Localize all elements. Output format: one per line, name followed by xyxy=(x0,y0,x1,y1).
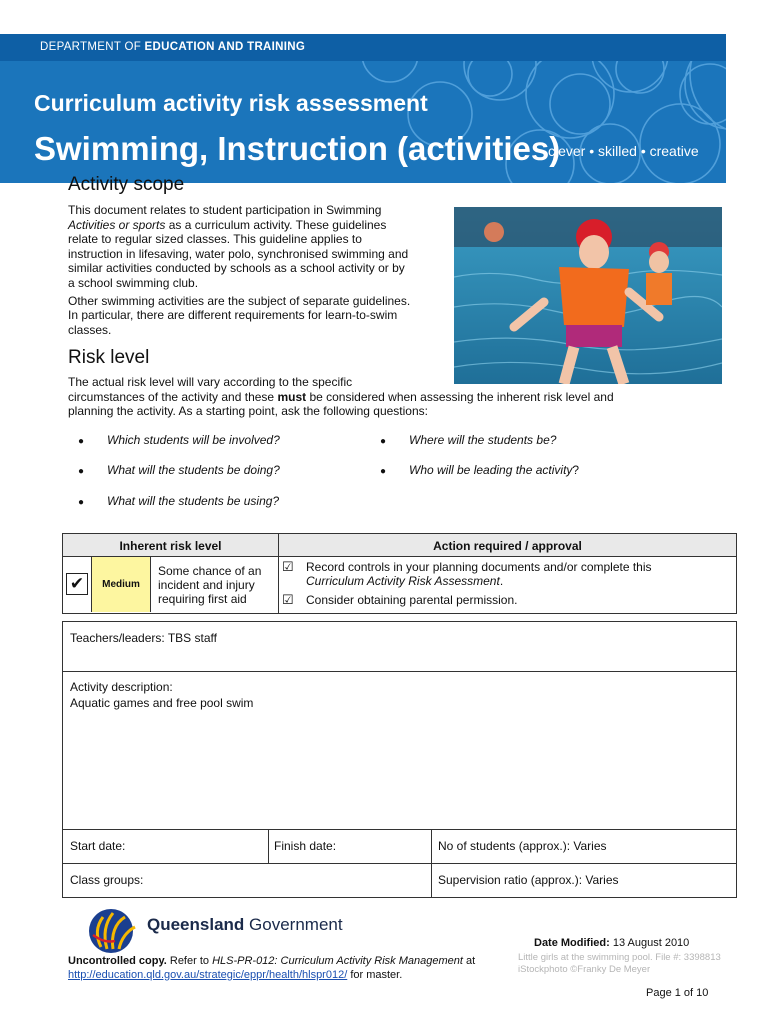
date-modified: Date Modified: 13 August 2010 xyxy=(534,937,690,949)
activity-description-label: Activity description: xyxy=(70,680,173,694)
master-document-link[interactable]: http://education.qld.gov.au/strategic/eppr/health/hlspr012/ xyxy=(68,968,348,981)
start-date-field[interactable]: Start date: xyxy=(70,839,126,853)
activity-description-field[interactable]: Aquatic games and free pool swim xyxy=(70,696,254,710)
activity-scope-text: This document relates to student participation in Swimming Activities or sports as a curriculum activity. These guidelines relate to regular sized classes. This guideline applies to instruction in lifesaving, water polo, synchronised swimming and similar activities conducted by schools as a school activity or by a school swimming club. Other swimming activities are the subject of separate guidelines. In particular, there are different requirements for learn-to-swim classes. xyxy=(68,203,411,337)
action-item-1: ☑ Record controls in your planning documents and/or complete this Curriculum Activity Risk Assessment. xyxy=(282,559,652,588)
list-item: ● What will the students be using? xyxy=(78,494,280,508)
checked-box-icon: ☑ xyxy=(282,592,294,607)
list-item: ● Which students will be involved? xyxy=(78,433,280,447)
page-title: Curriculum activity risk assessment xyxy=(34,90,428,116)
risk-level-text: The actual risk level will vary according to the specific circumstances of the activity and these must be considered when assessing the inherent risk level and planning the activity. As a starting point, ask the following questions: xyxy=(68,375,614,419)
risk-level-heading: Risk level xyxy=(68,347,150,368)
page-number: Page 1 of 10 xyxy=(646,987,709,999)
action-column-header: Action required / approval xyxy=(433,539,582,553)
page-subtitle: Swimming, Instruction (activities) xyxy=(34,130,561,167)
checked-box-icon: ☑ xyxy=(282,559,294,574)
swimming-pool-photo xyxy=(454,207,722,384)
student-count-field[interactable]: No of students (approx.): Varies xyxy=(438,839,607,853)
risk-description: Some chance of an incident and injury requiring first aid xyxy=(158,564,262,606)
department-label: DEPARTMENT OF EDUCATION AND TRAINING xyxy=(40,41,306,53)
supervision-ratio-field[interactable]: Supervision ratio (approx.): Varies xyxy=(438,873,619,887)
action-item-2: ☑ Consider obtaining parental permission. xyxy=(282,592,518,607)
photo-credit: Little girls at the swimming pool. File #: 3398813 iStockphoto ©Franky De Meyer xyxy=(518,952,721,975)
list-item: ● Who will be leading the activity? xyxy=(380,463,580,477)
list-item: ● What will the students be doing? xyxy=(78,463,280,477)
class-groups-field[interactable]: Class groups: xyxy=(70,873,144,887)
tagline: clever • skilled • creative xyxy=(548,143,699,159)
header-banner xyxy=(0,34,726,183)
risk-level-badge: Medium xyxy=(91,557,151,612)
list-item: ● Where will the students be? xyxy=(380,433,557,447)
teachers-field[interactable]: Teachers/leaders: TBS staff xyxy=(70,631,217,645)
finish-date-field[interactable]: Finish date: xyxy=(274,839,337,853)
activity-details-form xyxy=(62,621,737,898)
uncontrolled-copy-notice: Uncontrolled copy. Refer to HLS-PR-012: Curriculum Activity Risk Management at http://education.qld.gov.au/strategic/eppr/health/hlspr012/ for master. xyxy=(68,955,476,981)
queensland-government-wordmark: Queensland Government xyxy=(147,915,343,934)
queensland-government-logo xyxy=(85,905,141,955)
risk-table xyxy=(62,533,737,614)
risk-tick-checkbox: ✔ xyxy=(66,573,88,595)
risk-level-column-header: Inherent risk level xyxy=(119,539,222,553)
activity-scope-heading: Activity scope xyxy=(68,174,185,195)
